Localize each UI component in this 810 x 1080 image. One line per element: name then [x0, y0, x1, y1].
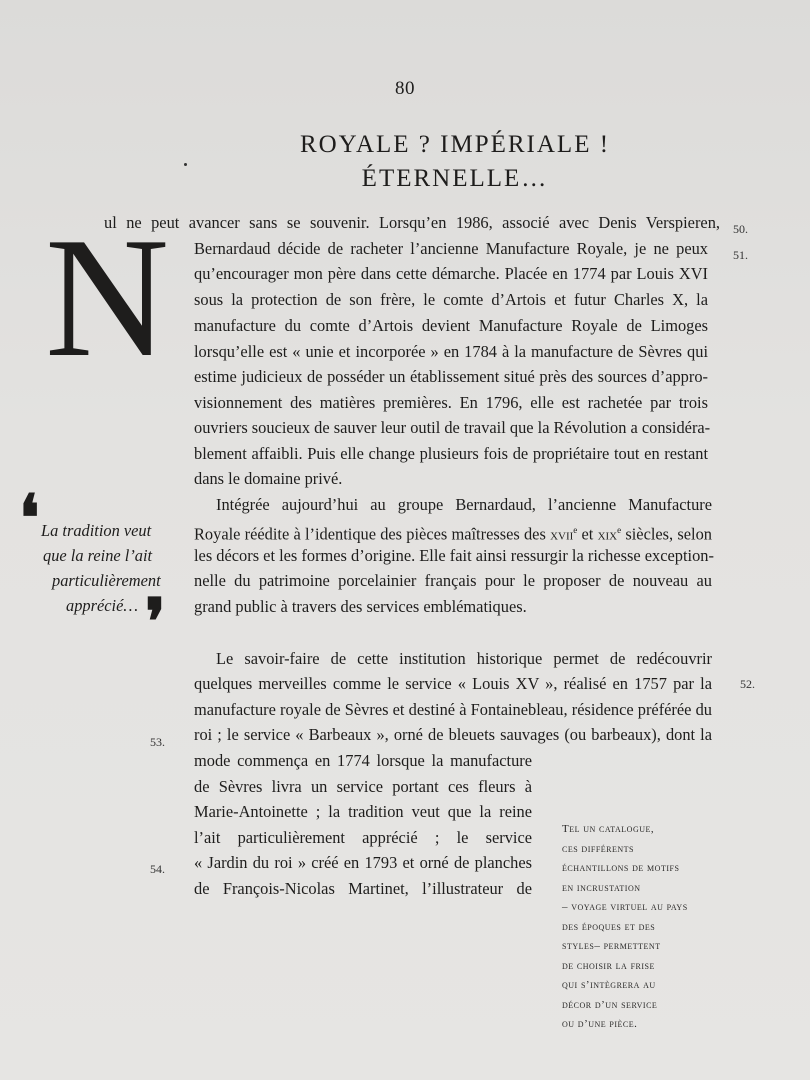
caption-line: qui s’intègrera au — [562, 979, 656, 991]
caption-line: de choisir la frise — [562, 959, 655, 972]
open-quote-mark-icon: ❛ — [19, 483, 40, 554]
text-line: grand public à travers des services emblématiques. — [194, 597, 527, 616]
pull-quote-line: apprécié… — [66, 596, 138, 615]
caption-line: échantillons de motifs — [562, 862, 680, 874]
chapter-title — [0, 128, 810, 196]
text-line: Le savoir-faire de cette institution historique permet de redécouvrir — [216, 649, 712, 668]
pull-quote-line: que la reine l’ait — [43, 546, 153, 565]
text-line: les décors et les formes d’origine. Elle fait ainsi ressurgir la richesse exception- — [194, 546, 714, 565]
text-line: lorsqu’elle est « unie et incorporée » en 1784 à la manufacture de Sèvres qui — [194, 342, 708, 361]
caption-line: – voyage virtuel au pays — [562, 901, 688, 913]
century-numeral: xix — [597, 524, 618, 544]
text-line: visionnement des matières premières. En 1796, elle est rachetée par trois — [194, 393, 708, 412]
text-line: sous la protection de son frère, le comte d’Artois et futur Charles X, la — [194, 290, 708, 309]
text-line: Intégrée aujourd’hui au groupe Bernardaud, l’ancienne Manufacture — [216, 495, 712, 514]
text-line: Marie-Antoinette ; la tradition veut que la reine — [194, 802, 532, 821]
text-segment: siècles, selon — [621, 524, 712, 544]
page-number: 80 — [395, 78, 415, 99]
text-line: mode commença en 1774 lorsque la manufacture — [194, 751, 532, 770]
text-line: qu’encourager mon père dans cette démarche. Placée en 1774 par Louis XVI — [194, 264, 708, 283]
caption-line: en incrustation — [562, 881, 641, 894]
text-line: quelques merveilles comme le service « Louis XV », réalisé en 1757 par la — [194, 674, 712, 693]
close-quote-mark-icon: ❜ — [145, 587, 166, 658]
margin-note-number: 54. — [150, 862, 165, 876]
caption-line: décor d’un service — [562, 998, 658, 1011]
margin-note-number: 50. — [733, 222, 748, 236]
text-line: ouvriers soucieux de sauver leur outil de travail que la Révolution a considéra- — [194, 418, 711, 437]
text-line: nelle du patrimoine porcelainier français pour le proposer de nouveau au — [194, 571, 712, 590]
text-line: estime judicieux de posséder un établissement situé près des sources d’appro- — [194, 367, 708, 386]
pull-quote-line: particulièrement — [52, 571, 161, 590]
caption-line: des époques et des — [562, 920, 656, 933]
text-line — [194, 519, 712, 545]
chapter-title-line-2: ÉTERNELLE… — [361, 165, 549, 192]
caption-line: styles– permettent — [562, 940, 661, 952]
text-line: manufacture royale de Sèvres et destiné à Fontainebleau, résidence préférée du — [194, 700, 712, 719]
margin-note-number: 53. — [150, 735, 165, 749]
century-superscript: e — [573, 525, 578, 535]
print-speck — [184, 163, 187, 166]
text-segment: Royale réédite à l’identique des pièces maîtresses des — [194, 524, 551, 544]
text-line: de François-Nicolas Martinet, l’illustrateur de — [194, 879, 532, 898]
text-line: Bernardaud décide de racheter l’ancienne Manufacture Royale, je ne peux — [194, 239, 708, 258]
caption-line: Tel un catalogue, — [562, 823, 655, 835]
century-numeral: xvii — [550, 524, 574, 544]
text-line: roi ; le service « Barbeaux », orné de bleuets sauvages (ou barbeaux), dont la — [194, 725, 712, 744]
drop-cap: N — [45, 203, 168, 393]
caption-line: ces différents — [562, 842, 634, 855]
text-line: l’ait particulièrement apprécié ; le service — [194, 828, 532, 847]
chapter-title-line-1: ROYALE ? IMPÉRIALE ! — [299, 131, 611, 158]
caption-line: ou d’une pièce. — [562, 1018, 638, 1030]
margin-note-number: 51. — [733, 248, 748, 262]
text-line: « Jardin du roi » créé en 1793 et orné de planches — [194, 853, 532, 872]
text-line: dans le domaine privé. — [194, 469, 343, 488]
margin-note-number: 52. — [740, 677, 755, 691]
text-line: ul ne peut avancer sans se souvenir. Lorsqu’en 1986, associé avec Denis Verspieren, — [104, 213, 720, 232]
century-superscript: e — [617, 525, 622, 535]
image-caption — [562, 820, 762, 1035]
text-line: manufacture du comte d’Artois devient Manufacture Royale de Limoges — [194, 316, 708, 335]
text-line: de Sèvres livra un service portant ces fleurs à — [194, 777, 532, 796]
pull-quote-line: La tradition veut — [41, 521, 152, 540]
text-segment: et — [577, 524, 598, 544]
text-line: blement affaibli. Puis elle change plusieurs fois de propriétaire tout en restant — [194, 444, 708, 463]
